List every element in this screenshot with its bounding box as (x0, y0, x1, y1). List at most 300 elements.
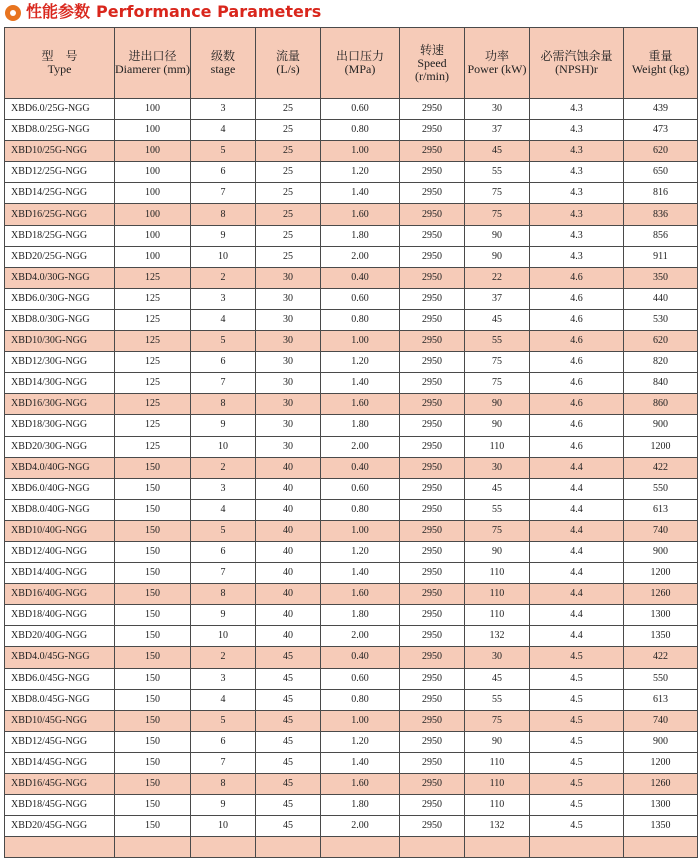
cell-diameter: 125 (115, 436, 191, 457)
cell-weight: 1200 (624, 436, 698, 457)
cell-power: 55 (465, 689, 530, 710)
cell-diameter: 150 (115, 689, 191, 710)
cell-npsh: 4.4 (530, 541, 624, 562)
cell-weight: 900 (624, 541, 698, 562)
cell-flow: 30 (256, 309, 321, 330)
cell-stage: 9 (191, 225, 256, 246)
page-header (0, 0, 700, 26)
cell-type: XBD14/40G-NGG (5, 563, 115, 584)
cell-weight: 836 (624, 204, 698, 225)
table-row (5, 288, 698, 309)
cell-speed: 2950 (400, 288, 465, 309)
cell-pressure: 2.00 (321, 436, 400, 457)
cell-power: 37 (465, 120, 530, 141)
cell-weight: 473 (624, 120, 698, 141)
cell-type: XBD12/25G-NGG (5, 162, 115, 183)
cell-speed: 2950 (400, 457, 465, 478)
cell-weight: 911 (624, 246, 698, 267)
cell-diameter: 125 (115, 415, 191, 436)
col-header-npsh: 必需汽蚀余量 (NPSH)r (530, 28, 624, 99)
cell-speed: 2950 (400, 162, 465, 183)
cell-speed: 2950 (400, 520, 465, 541)
cell-stage: 7 (191, 183, 256, 204)
col-header-stage: 级数 stage (191, 28, 256, 99)
title-chinese: 性能参数 (26, 2, 91, 21)
table-row-empty (5, 837, 698, 858)
cell-pressure: 1.40 (321, 373, 400, 394)
cell-npsh: 4.4 (530, 457, 624, 478)
table-row (5, 752, 698, 773)
cell-type: XBD20/45G-NGG (5, 816, 115, 837)
cell-speed: 2950 (400, 731, 465, 752)
table-row (5, 689, 698, 710)
cell-weight: 620 (624, 331, 698, 352)
cell-weight: 350 (624, 267, 698, 288)
cell-power: 132 (465, 816, 530, 837)
cell-stage: 10 (191, 816, 256, 837)
cell-flow: 40 (256, 478, 321, 499)
table-row (5, 162, 698, 183)
cell-npsh: 4.6 (530, 436, 624, 457)
cell-type: XBD10/40G-NGG (5, 520, 115, 541)
table-row (5, 816, 698, 837)
cell-empty (191, 837, 256, 858)
cell-speed: 2950 (400, 689, 465, 710)
cell-weight: 440 (624, 288, 698, 309)
cell-power: 30 (465, 647, 530, 668)
cell-npsh: 4.4 (530, 499, 624, 520)
cell-pressure: 0.60 (321, 99, 400, 120)
cell-speed: 2950 (400, 183, 465, 204)
cell-stage: 9 (191, 605, 256, 626)
cell-stage: 3 (191, 288, 256, 309)
cell-empty (321, 837, 400, 858)
cell-weight: 860 (624, 394, 698, 415)
cell-diameter: 150 (115, 816, 191, 837)
cell-flow: 30 (256, 373, 321, 394)
cell-diameter: 100 (115, 162, 191, 183)
cell-stage: 8 (191, 394, 256, 415)
table-row (5, 499, 698, 520)
table-row (5, 309, 698, 330)
cell-weight: 422 (624, 647, 698, 668)
cell-diameter: 125 (115, 288, 191, 309)
table-row (5, 246, 698, 267)
cell-diameter: 150 (115, 478, 191, 499)
cell-diameter: 150 (115, 668, 191, 689)
cell-weight: 1200 (624, 563, 698, 584)
cell-power: 55 (465, 499, 530, 520)
cell-pressure: 0.80 (321, 309, 400, 330)
cell-diameter: 150 (115, 520, 191, 541)
cell-diameter: 100 (115, 99, 191, 120)
cell-power: 110 (465, 774, 530, 795)
cell-power: 90 (465, 394, 530, 415)
cell-npsh: 4.6 (530, 394, 624, 415)
cell-type: XBD18/45G-NGG (5, 795, 115, 816)
cell-power: 55 (465, 331, 530, 352)
cell-npsh: 4.3 (530, 204, 624, 225)
cell-npsh: 4.3 (530, 183, 624, 204)
cell-npsh: 4.6 (530, 288, 624, 309)
cell-weight: 650 (624, 162, 698, 183)
cell-weight: 1300 (624, 605, 698, 626)
cell-diameter: 150 (115, 499, 191, 520)
cell-power: 110 (465, 436, 530, 457)
cell-flow: 30 (256, 436, 321, 457)
cell-flow: 40 (256, 499, 321, 520)
cell-npsh: 4.4 (530, 626, 624, 647)
cell-speed: 2950 (400, 541, 465, 562)
table-row (5, 795, 698, 816)
cell-speed: 2950 (400, 436, 465, 457)
cell-flow: 40 (256, 520, 321, 541)
cell-type: XBD6.0/40G-NGG (5, 478, 115, 499)
cell-weight: 820 (624, 352, 698, 373)
cell-diameter: 150 (115, 626, 191, 647)
cell-pressure: 1.00 (321, 141, 400, 162)
cell-stage: 8 (191, 774, 256, 795)
table-row (5, 394, 698, 415)
cell-stage: 9 (191, 415, 256, 436)
cell-diameter: 150 (115, 457, 191, 478)
cell-power: 90 (465, 731, 530, 752)
cell-type: XBD18/40G-NGG (5, 605, 115, 626)
table-row (5, 120, 698, 141)
cell-diameter: 150 (115, 584, 191, 605)
cell-diameter: 150 (115, 752, 191, 773)
table-row (5, 647, 698, 668)
cell-pressure: 0.40 (321, 647, 400, 668)
cell-stage: 10 (191, 626, 256, 647)
cell-empty (115, 837, 191, 858)
cell-type: XBD6.0/45G-NGG (5, 668, 115, 689)
col-header-diameter: 进出口径 Diamerer (mm) (115, 28, 191, 99)
cell-empty (256, 837, 321, 858)
table-row (5, 478, 698, 499)
table-header-row (5, 28, 698, 99)
cell-diameter: 100 (115, 204, 191, 225)
col-header-flow: 流量 (L/s) (256, 28, 321, 99)
cell-weight: 740 (624, 520, 698, 541)
cell-stage: 4 (191, 120, 256, 141)
cell-diameter: 100 (115, 225, 191, 246)
cell-stage: 8 (191, 204, 256, 225)
cell-speed: 2950 (400, 499, 465, 520)
cell-stage: 5 (191, 141, 256, 162)
cell-pressure: 1.20 (321, 352, 400, 373)
cell-pressure: 0.40 (321, 267, 400, 288)
cell-pressure: 1.60 (321, 774, 400, 795)
cell-pressure: 1.20 (321, 162, 400, 183)
cell-type: XBD8.0/40G-NGG (5, 499, 115, 520)
cell-empty (624, 837, 698, 858)
cell-power: 45 (465, 668, 530, 689)
cell-pressure: 0.40 (321, 457, 400, 478)
cell-weight: 1260 (624, 584, 698, 605)
cell-npsh: 4.5 (530, 647, 624, 668)
cell-diameter: 150 (115, 605, 191, 626)
cell-stage: 10 (191, 436, 256, 457)
cell-stage: 2 (191, 647, 256, 668)
table-row (5, 710, 698, 731)
cell-speed: 2950 (400, 710, 465, 731)
cell-npsh: 4.6 (530, 415, 624, 436)
cell-flow: 45 (256, 710, 321, 731)
table-row (5, 373, 698, 394)
cell-weight: 613 (624, 499, 698, 520)
cell-flow: 40 (256, 605, 321, 626)
cell-weight: 439 (624, 99, 698, 120)
table-row (5, 541, 698, 562)
cell-flow: 40 (256, 541, 321, 562)
cell-power: 110 (465, 752, 530, 773)
cell-weight: 740 (624, 710, 698, 731)
table-row (5, 626, 698, 647)
cell-npsh: 4.3 (530, 225, 624, 246)
cell-flow: 40 (256, 457, 321, 478)
cell-flow: 30 (256, 267, 321, 288)
cell-type: XBD20/30G-NGG (5, 436, 115, 457)
cell-empty (5, 837, 115, 858)
cell-speed: 2950 (400, 647, 465, 668)
cell-type: XBD16/30G-NGG (5, 394, 115, 415)
cell-stage: 6 (191, 541, 256, 562)
cell-type: XBD10/30G-NGG (5, 331, 115, 352)
cell-diameter: 150 (115, 774, 191, 795)
cell-pressure: 1.60 (321, 394, 400, 415)
cell-npsh: 4.5 (530, 689, 624, 710)
cell-stage: 3 (191, 668, 256, 689)
cell-pressure: 0.80 (321, 120, 400, 141)
cell-npsh: 4.5 (530, 774, 624, 795)
cell-type: XBD20/40G-NGG (5, 626, 115, 647)
cell-type: XBD8.0/30G-NGG (5, 309, 115, 330)
cell-flow: 25 (256, 246, 321, 267)
cell-diameter: 150 (115, 563, 191, 584)
cell-speed: 2950 (400, 774, 465, 795)
cell-type: XBD16/45G-NGG (5, 774, 115, 795)
cell-pressure: 1.20 (321, 541, 400, 562)
table-row (5, 267, 698, 288)
cell-flow: 25 (256, 120, 321, 141)
cell-weight: 620 (624, 141, 698, 162)
cell-type: XBD18/25G-NGG (5, 225, 115, 246)
cell-empty (530, 837, 624, 858)
cell-flow: 40 (256, 626, 321, 647)
cell-empty (465, 837, 530, 858)
table-row (5, 520, 698, 541)
cell-npsh: 4.5 (530, 710, 624, 731)
cell-npsh: 4.4 (530, 520, 624, 541)
title-english: Performance Parameters (96, 2, 322, 21)
cell-power: 90 (465, 246, 530, 267)
cell-diameter: 150 (115, 731, 191, 752)
cell-type: XBD10/45G-NGG (5, 710, 115, 731)
cell-speed: 2950 (400, 141, 465, 162)
cell-diameter: 100 (115, 141, 191, 162)
cell-speed: 2950 (400, 795, 465, 816)
cell-stage: 2 (191, 267, 256, 288)
table-row (5, 352, 698, 373)
cell-power: 75 (465, 373, 530, 394)
cell-diameter: 125 (115, 309, 191, 330)
cell-stage: 7 (191, 563, 256, 584)
cell-pressure: 1.40 (321, 752, 400, 773)
cell-power: 55 (465, 162, 530, 183)
cell-pressure: 1.40 (321, 183, 400, 204)
table-row (5, 99, 698, 120)
table-row (5, 225, 698, 246)
cell-npsh: 4.4 (530, 605, 624, 626)
cell-stage: 4 (191, 499, 256, 520)
cell-power: 75 (465, 520, 530, 541)
table-row (5, 331, 698, 352)
cell-type: XBD16/25G-NGG (5, 204, 115, 225)
cell-power: 75 (465, 204, 530, 225)
cell-weight: 1350 (624, 816, 698, 837)
cell-stage: 4 (191, 689, 256, 710)
cell-pressure: 1.00 (321, 710, 400, 731)
cell-pressure: 2.00 (321, 626, 400, 647)
cell-flow: 45 (256, 774, 321, 795)
circle-bullet-icon (5, 5, 21, 21)
cell-npsh: 4.4 (530, 584, 624, 605)
table-row (5, 731, 698, 752)
cell-npsh: 4.5 (530, 731, 624, 752)
cell-pressure: 1.80 (321, 795, 400, 816)
cell-stage: 5 (191, 331, 256, 352)
cell-speed: 2950 (400, 309, 465, 330)
table-row (5, 774, 698, 795)
cell-npsh: 4.5 (530, 668, 624, 689)
cell-stage: 4 (191, 309, 256, 330)
cell-speed: 2950 (400, 204, 465, 225)
cell-stage: 2 (191, 457, 256, 478)
cell-npsh: 4.6 (530, 352, 624, 373)
cell-pressure: 0.60 (321, 478, 400, 499)
col-header-power: 功率 Power (kW) (465, 28, 530, 99)
cell-speed: 2950 (400, 584, 465, 605)
cell-flow: 40 (256, 563, 321, 584)
cell-pressure: 1.40 (321, 563, 400, 584)
cell-flow: 30 (256, 352, 321, 373)
cell-npsh: 4.3 (530, 162, 624, 183)
cell-stage: 6 (191, 162, 256, 183)
cell-npsh: 4.3 (530, 120, 624, 141)
cell-power: 45 (465, 141, 530, 162)
cell-flow: 25 (256, 162, 321, 183)
cell-diameter: 150 (115, 647, 191, 668)
cell-speed: 2950 (400, 394, 465, 415)
cell-flow: 30 (256, 415, 321, 436)
cell-npsh: 4.3 (530, 246, 624, 267)
cell-flow: 25 (256, 99, 321, 120)
cell-pressure: 1.80 (321, 605, 400, 626)
cell-diameter: 150 (115, 541, 191, 562)
cell-power: 90 (465, 541, 530, 562)
cell-speed: 2950 (400, 816, 465, 837)
page-title (26, 1, 321, 23)
table-row (5, 415, 698, 436)
cell-stage: 5 (191, 710, 256, 731)
cell-npsh: 4.4 (530, 563, 624, 584)
cell-diameter: 125 (115, 267, 191, 288)
cell-power: 110 (465, 795, 530, 816)
cell-speed: 2950 (400, 267, 465, 288)
cell-speed: 2950 (400, 478, 465, 499)
cell-diameter: 125 (115, 352, 191, 373)
table-row (5, 605, 698, 626)
cell-flow: 45 (256, 795, 321, 816)
cell-speed: 2950 (400, 331, 465, 352)
cell-stage: 10 (191, 246, 256, 267)
cell-stage: 6 (191, 731, 256, 752)
cell-pressure: 1.60 (321, 584, 400, 605)
cell-flow: 45 (256, 668, 321, 689)
table-row (5, 183, 698, 204)
cell-pressure: 1.80 (321, 415, 400, 436)
table-row (5, 563, 698, 584)
cell-pressure: 1.20 (321, 731, 400, 752)
table-body (5, 99, 698, 858)
col-header-weight: 重量 Weight (kg) (624, 28, 698, 99)
table-row (5, 668, 698, 689)
cell-flow: 25 (256, 225, 321, 246)
cell-power: 75 (465, 710, 530, 731)
cell-pressure: 1.00 (321, 520, 400, 541)
cell-diameter: 125 (115, 394, 191, 415)
cell-flow: 25 (256, 204, 321, 225)
cell-speed: 2950 (400, 373, 465, 394)
cell-stage: 9 (191, 795, 256, 816)
cell-stage: 6 (191, 352, 256, 373)
cell-power: 132 (465, 626, 530, 647)
cell-stage: 7 (191, 752, 256, 773)
cell-power: 30 (465, 457, 530, 478)
cell-weight: 1300 (624, 795, 698, 816)
cell-npsh: 4.5 (530, 752, 624, 773)
cell-stage: 5 (191, 520, 256, 541)
cell-type: XBD20/25G-NGG (5, 246, 115, 267)
cell-flow: 45 (256, 731, 321, 752)
cell-weight: 530 (624, 309, 698, 330)
table-row (5, 436, 698, 457)
cell-weight: 840 (624, 373, 698, 394)
cell-type: XBD8.0/45G-NGG (5, 689, 115, 710)
cell-type: XBD4.0/30G-NGG (5, 267, 115, 288)
cell-stage: 7 (191, 373, 256, 394)
cell-pressure: 0.80 (321, 499, 400, 520)
cell-power: 45 (465, 478, 530, 499)
cell-diameter: 150 (115, 710, 191, 731)
cell-npsh: 4.6 (530, 331, 624, 352)
table-row (5, 141, 698, 162)
cell-weight: 613 (624, 689, 698, 710)
cell-pressure: 0.80 (321, 689, 400, 710)
cell-diameter: 150 (115, 795, 191, 816)
cell-flow: 30 (256, 394, 321, 415)
cell-power: 110 (465, 605, 530, 626)
cell-pressure: 0.60 (321, 288, 400, 309)
cell-speed: 2950 (400, 246, 465, 267)
cell-stage: 8 (191, 584, 256, 605)
cell-npsh: 4.6 (530, 373, 624, 394)
cell-weight: 1260 (624, 774, 698, 795)
cell-type: XBD4.0/45G-NGG (5, 647, 115, 668)
cell-type: XBD8.0/25G-NGG (5, 120, 115, 141)
cell-power: 45 (465, 309, 530, 330)
